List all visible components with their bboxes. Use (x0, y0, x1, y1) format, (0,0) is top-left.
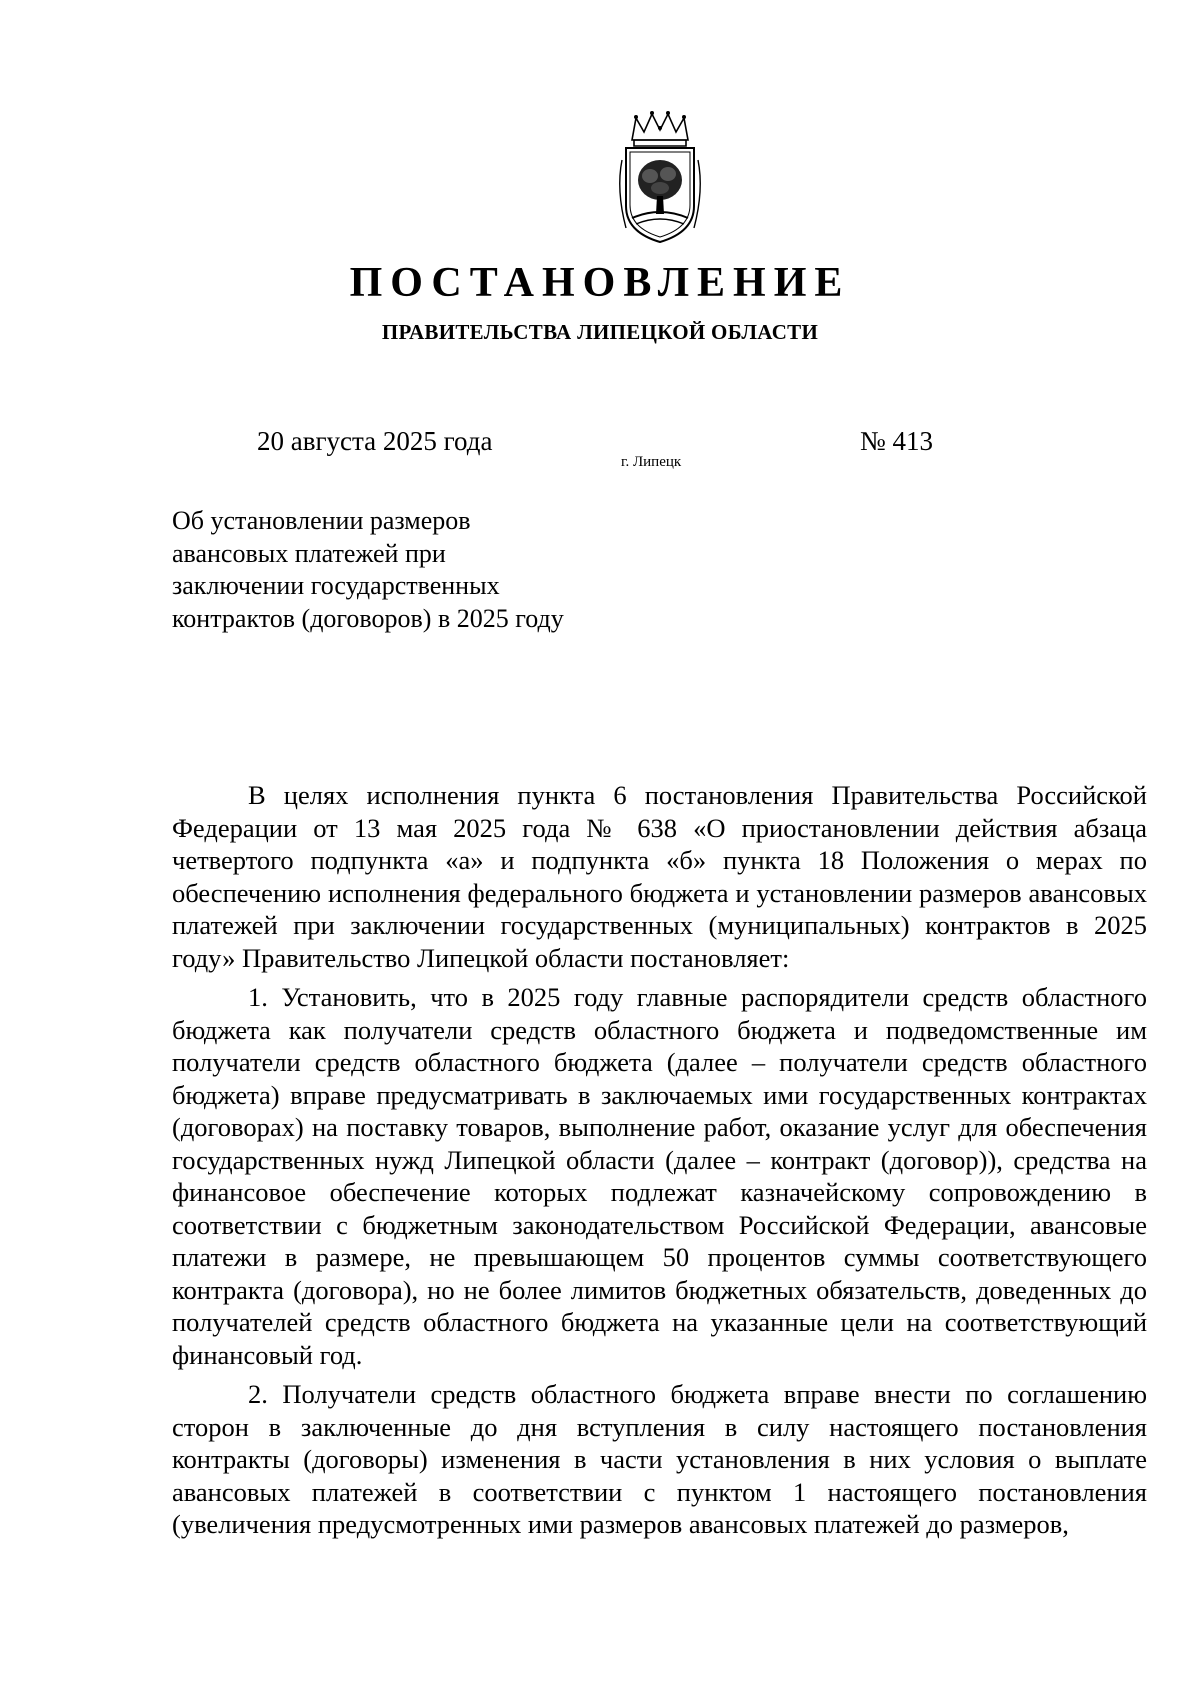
body-paragraph: 1. Установить, что в 2025 году главные распорядители средств областного бюджета как получатели средств областного бюджета и подведомственные им получатели средств областного бюджета (далее – получатели средств областного бюджета) вправе предусматривать в заключаемых ими государственных контрактах (договорах) на поставку товаров, выполнение работ, оказание услуг для обеспечения государственных нужд Липецкой области (далее – контракт (договор)), средства на финансовое обеспечение которых подлежат казначейскому сопровождению в соответствии с бюджетным законодательством Российской Федерации, авансовые платежи в размере, не превышающем 50 процентов суммы соответствующего контракта (договора), но не более лимитов бюджетных обязательств, доведенных до получателей средств областного бюджета на указанные цели на соответствующий финансовый год. (172, 982, 1147, 1370)
document-issuer: ПРАВИТЕЛЬСТВА ЛИПЕЦКОЙ ОБЛАСТИ (381, 320, 819, 344)
document-heading-line: контрактов (договоров) в 2025 году (172, 603, 564, 633)
document-number: № 413 (860, 426, 934, 456)
document-city: г. Липецк (621, 454, 682, 470)
document-heading-line: авансовых платежей при (172, 538, 446, 568)
document-heading (172, 505, 632, 635)
document-date: 20 августа 2025 года (257, 426, 493, 456)
coat-of-arms-emblem (612, 110, 708, 250)
document-heading-line: Об установлении размеров (172, 506, 471, 535)
document-body (172, 779, 1147, 1548)
document-title: ПОСТАНОВЛЕНИЕ (349, 260, 851, 306)
document-heading-line: заключении государственных (172, 571, 500, 600)
body-paragraph: В целях исполнения пункта 6 постановления Правительства Российской Федерации от 13 мая 2025 года № 638 «О приостановлении действия абзаца четвертого подпункта «а» и подпункта «б» пункта 18 Положения о мерах по обеспечению исполнения федерального бюджета и установлении размеров авансовых платежей при заключении государственных (муниципальных) контрактов в 2025 году» Правительство Липецкой области постановляет: (172, 780, 1147, 973)
body-paragraph: 2. Получатели средств областного бюджета вправе внести по соглашению сторон в заключенные до дня вступления в силу настоящего постановления контракты (договоры) изменения в части установления в них условия о выплате авансовых платежей в соответствии с пунктом 1 настоящего постановления (увеличения предусмотренных ими размеров авансовых платежей до размеров, (172, 1379, 1147, 1539)
